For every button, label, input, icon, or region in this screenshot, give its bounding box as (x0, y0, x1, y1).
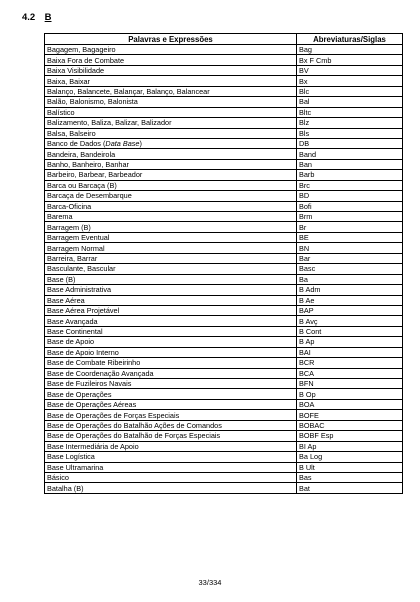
expression-cell: Base Logística (45, 452, 297, 462)
abbreviation-cell: B Cont (297, 326, 403, 336)
abbreviation-cell: Bag (297, 45, 403, 55)
table-row (45, 149, 403, 159)
expression-cell: Barcaça de Desembarque (45, 191, 297, 201)
table-row (45, 358, 403, 368)
abbreviation-cell: Bal (297, 97, 403, 107)
expression-cell: Banho, Banheiro, Banhar (45, 159, 297, 169)
expression-cell: Base de Apoio (45, 337, 297, 347)
expression-cell: Base de Combate Ribeirinho (45, 358, 297, 368)
expression-cell: Balanço, Balancete, Balançar, Balanço, Balancear (45, 86, 297, 96)
abbreviation-cell: Bltc (297, 107, 403, 117)
italic-term: Data Base (105, 139, 140, 149)
expression-cell: Base Continental (45, 326, 297, 336)
table-row (45, 420, 403, 430)
table-row (45, 285, 403, 295)
abbreviation-cell: Bar (297, 253, 403, 263)
expression-cell: Barreira, Barrar (45, 253, 297, 263)
header-abbreviations: Abreviaturas/Siglas (297, 34, 403, 45)
expression-cell: Base de Operações (45, 389, 297, 399)
table-row (45, 201, 403, 211)
abbreviation-cell: B Ult (297, 462, 403, 472)
expression-cell: Barragem (B) (45, 222, 297, 232)
abbreviation-cell: BV (297, 65, 403, 75)
expression-cell: Barca ou Barcaça (B) (45, 180, 297, 190)
expression-cell: Base Avançada (45, 316, 297, 326)
table-row (45, 347, 403, 357)
expression-cell: Básico (45, 472, 297, 482)
expression-cell: Barbeiro, Barbear, Barbeador (45, 170, 297, 180)
table-row (45, 472, 403, 482)
table-row (45, 138, 403, 148)
abbreviation-cell: B Ae (297, 295, 403, 305)
header-words: Palavras e Expressões (45, 34, 297, 45)
expression-cell: Barragem Eventual (45, 232, 297, 242)
table-row (45, 264, 403, 274)
page-number: 33/334 (198, 578, 222, 587)
expression-cell: Balsa, Balseiro (45, 128, 297, 138)
abbreviation-cell: BOA (297, 399, 403, 409)
section-number: 4.2 (22, 12, 36, 23)
expression-cell: Balão, Balonismo, Balonista (45, 97, 297, 107)
abbreviation-cell: Ban (297, 159, 403, 169)
abbreviation-cell: BAI (297, 347, 403, 357)
table-row (45, 97, 403, 107)
abbreviation-cell: Blz (297, 118, 403, 128)
abbreviation-cell: BOBAC (297, 420, 403, 430)
table-row (45, 483, 403, 493)
section-letter: B (44, 12, 52, 23)
abbreviation-cell: BOFE (297, 410, 403, 420)
abbreviation-cell: Bls (297, 128, 403, 138)
expression-cell: Base Intermediária de Apoio (45, 441, 297, 451)
expression-cell: Base Aérea (45, 295, 297, 305)
table-row (45, 379, 403, 389)
table-row (45, 128, 403, 138)
table-row (45, 243, 403, 253)
abbreviation-cell: BFN (297, 379, 403, 389)
expression-cell: Base de Fuzileiros Navais (45, 379, 297, 389)
table-row (45, 431, 403, 441)
abbreviation-cell: BCA (297, 368, 403, 378)
expression-cell: Base de Coordenação Avançada (45, 368, 297, 378)
expression-cell: Base de Apoio Interno (45, 347, 297, 357)
table-row (45, 368, 403, 378)
table-body (45, 45, 403, 494)
table-row (45, 191, 403, 201)
abbreviation-cell: Ba (297, 274, 403, 284)
table-row (45, 274, 403, 284)
expression-cell: Batalha (B) (45, 483, 297, 493)
expression-cell: Base de Operações do Batalhão Ações de Comandos (45, 420, 297, 430)
expression-cell: Balizamento, Baliza, Balizar, Balizador (45, 118, 297, 128)
expression-cell: Balístico (45, 107, 297, 117)
abbreviation-cell: BAP (297, 305, 403, 315)
expression-cell: Bandeira, Bandeirola (45, 149, 297, 159)
abbreviation-cell: Bat (297, 483, 403, 493)
expression-cell: Bagagem, Bagageiro (45, 45, 297, 55)
expression-cell: Base de Operações de Forças Especiais (45, 410, 297, 420)
abbreviation-cell: BN (297, 243, 403, 253)
expression-cell: Base de Operações do Batalhão de Forças Especiais (45, 431, 297, 441)
abbreviation-cell: BD (297, 191, 403, 201)
abbreviation-cell: Bx F Cmb (297, 55, 403, 65)
abbreviations-table (44, 33, 403, 494)
table-row (45, 253, 403, 263)
abbreviation-cell: BE (297, 232, 403, 242)
table-row (45, 410, 403, 420)
table-row (45, 170, 403, 180)
abbreviation-cell: Ba Log (297, 452, 403, 462)
abbreviation-cell: Basc (297, 264, 403, 274)
abbreviation-cell: Blc (297, 86, 403, 96)
table-row (45, 337, 403, 347)
table-row (45, 399, 403, 409)
table-header-row (45, 34, 403, 45)
abbreviation-cell: BCR (297, 358, 403, 368)
expression-cell: Base Administrativa (45, 285, 297, 295)
expression-cell: Barragem Normal (45, 243, 297, 253)
table-row (45, 295, 403, 305)
table-row (45, 86, 403, 96)
table-row (45, 305, 403, 315)
abbreviation-cell: B Op (297, 389, 403, 399)
table-row (45, 452, 403, 462)
expression-cell: Barema (45, 212, 297, 222)
section-heading (22, 12, 52, 23)
abbreviation-cell: Band (297, 149, 403, 159)
expression-cell: Basculante, Bascular (45, 264, 297, 274)
table-row (45, 232, 403, 242)
table-row (45, 76, 403, 86)
table-row (45, 316, 403, 326)
table-row (45, 118, 403, 128)
table-row (45, 326, 403, 336)
abbreviation-cell: BI Ap (297, 441, 403, 451)
expression-cell: Base Aérea Projetável (45, 305, 297, 315)
table-row (45, 55, 403, 65)
abbreviation-cell: BOBF Esp (297, 431, 403, 441)
table-row (45, 65, 403, 75)
expression-cell: Baixa Fora de Combate (45, 55, 297, 65)
expression-cell: Barca-Oficina (45, 201, 297, 211)
abbreviation-cell: Br (297, 222, 403, 232)
expression-cell: Base de Operações Aéreas (45, 399, 297, 409)
expression-cell: Banco de Dados (Data Base) (45, 138, 297, 148)
abbreviation-cell: Brm (297, 212, 403, 222)
table-row (45, 462, 403, 472)
table-row (45, 107, 403, 117)
abbreviation-cell: Bas (297, 472, 403, 482)
expression-cell: Baixa, Baixar (45, 76, 297, 86)
table-row (45, 212, 403, 222)
table-row (45, 389, 403, 399)
abbreviation-cell: Brc (297, 180, 403, 190)
table-row (45, 441, 403, 451)
expression-cell: Baixa Visibilidade (45, 65, 297, 75)
table-row (45, 45, 403, 55)
table-row (45, 159, 403, 169)
expression-cell: Base (B) (45, 274, 297, 284)
table-row (45, 222, 403, 232)
abbreviation-cell: Bx (297, 76, 403, 86)
table-row (45, 180, 403, 190)
expression-cell: Base Ultramarina (45, 462, 297, 472)
abbreviation-cell: Bofi (297, 201, 403, 211)
abbreviation-cell: Barb (297, 170, 403, 180)
abbreviation-cell: B Ap (297, 337, 403, 347)
abbreviation-cell: B Avç (297, 316, 403, 326)
abbreviation-cell: B Adm (297, 285, 403, 295)
abbreviation-cell: DB (297, 138, 403, 148)
